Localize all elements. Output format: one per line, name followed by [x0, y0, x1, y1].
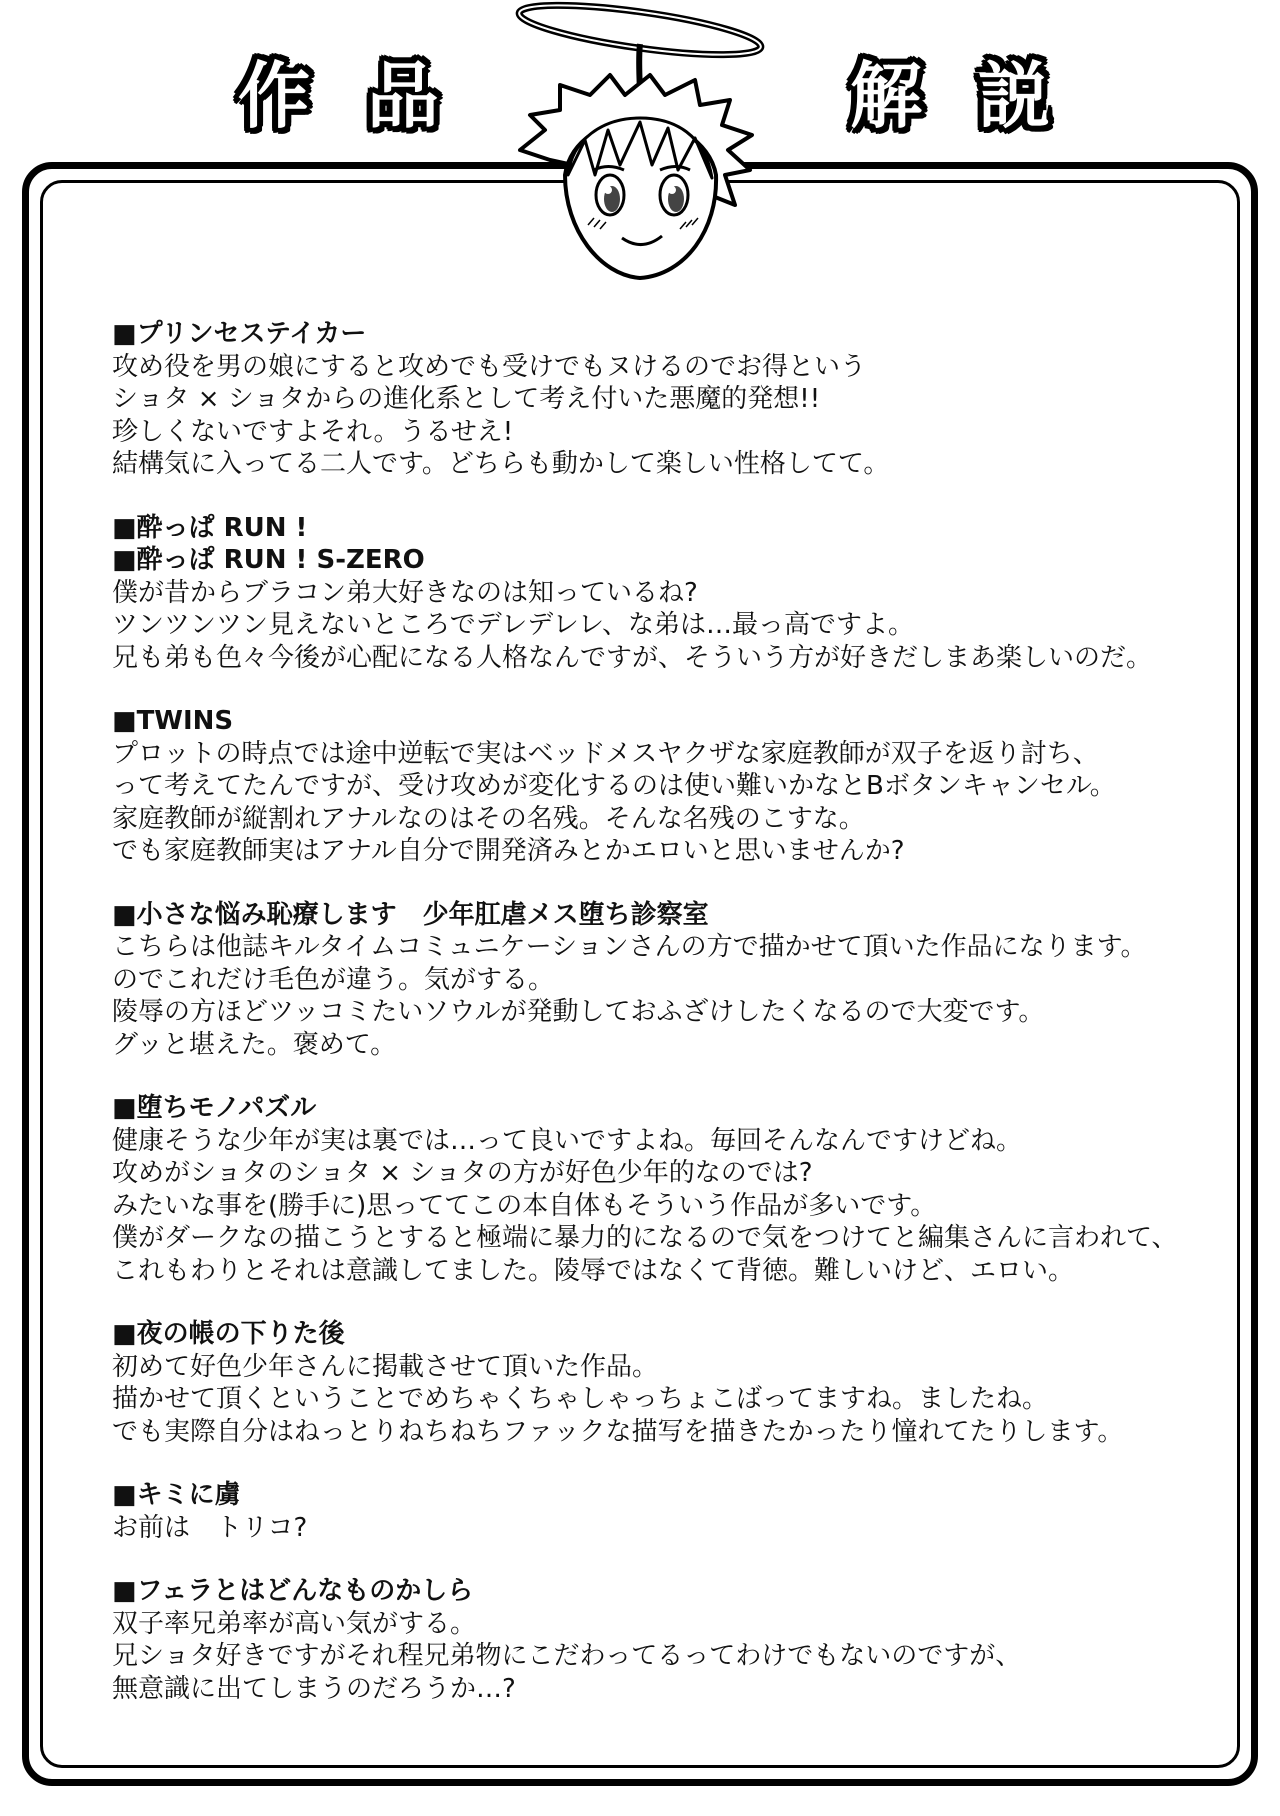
commentary-line: 攻めがショタのショタ × ショタの方が好色少年的なのでは?	[112, 1158, 813, 1188]
commentary-line: お前は トリコ?	[112, 1512, 308, 1543]
work-title: ■酔っぱ RUN ! S-ZERO	[112, 545, 425, 575]
commentary-line: 僕がダークなの描こうとすると極端に暴力的になるので気をつけてと編集さんに言われて、	[112, 1223, 1178, 1253]
work-title: ■小さな悩み恥療します 少年肛虐メス堕ち診察室	[112, 899, 709, 930]
commentary-line: 僕が昔からブラコン弟大好きなのは知っているね?	[112, 577, 698, 608]
commentary-line: 初めて好色少年さんに掲載させて頂いた作品。	[112, 1351, 659, 1382]
commentary-line: 攻め役を男の娘にすると攻めでも受けでもヌけるのでお得という	[112, 351, 867, 382]
commentary-line: ショタ × ショタからの進化系として考え付いた悪魔的発想!!	[112, 384, 821, 414]
commentary-line: でも家庭教師実はアナル自分で開発済みとかエロいと思いませんか?	[112, 836, 905, 866]
title-char-setsu: 説	[977, 54, 1050, 138]
work-title: ■夜の帳の下りた後	[112, 1319, 345, 1349]
commentary-line: 双子率兄弟率が高い気がする。	[112, 1608, 477, 1639]
work-title: ■堕ちモノパズル	[112, 1093, 317, 1123]
commentary-body	[112, 318, 1212, 1736]
work-section	[112, 318, 1212, 481]
work-title: ■キミに虜	[112, 1480, 241, 1510]
commentary-line: みたいな事を(勝手に)思っててこの本自体もそういう作品が多いです。	[112, 1190, 937, 1221]
commentary-line: プロットの時点では途中逆転で実はベッドメスヤクザな家庭教師が双子を返り討ち、	[112, 738, 1099, 769]
commentary-line: 結構気に入ってる二人です。どちらも動かして楽しい性格してて。	[112, 449, 890, 479]
commentary-line: 家庭教師が縦割れアナルなのはその名残。そんな名残のこすな。	[112, 803, 865, 834]
work-section	[112, 1092, 1212, 1287]
work-section	[112, 899, 1212, 1062]
commentary-line: ツンツンツン見えないところでデレデレレ、な弟は…最っ高ですよ。	[112, 610, 914, 640]
work-section	[112, 1318, 1212, 1448]
commentary-line: のでこれだけ毛色が違う。気がする。	[112, 964, 555, 995]
commentary-line: 描かせて頂くということでめちゃくちゃしゃっちょこばってますね。ましたね。	[112, 1384, 1049, 1414]
commentary-line: こちらは他誌キルタイムコミュニケーションさんの方で描かせて頂いた作品になります。	[112, 932, 1147, 962]
title-char-kai: 解	[849, 54, 922, 138]
work-title: ■フェラとはどんなものかしら	[112, 1576, 474, 1606]
title-char-hin: 品	[366, 54, 439, 138]
commentary-line: 兄ショタ好きですがそれ程兄弟物にこだわってるってわけでもないのですが、	[112, 1641, 1022, 1671]
work-section	[112, 1479, 1212, 1544]
commentary-line: 珍しくないですよそれ。うるせえ!	[112, 416, 514, 447]
title-char-saku: 作	[237, 54, 310, 138]
work-section	[112, 512, 1212, 675]
work-section	[112, 705, 1212, 868]
commentary-line: 陵辱の方ほどツッコミたいソウルが発動しておふざけしたくなるので大変です。	[112, 997, 1045, 1027]
work-title: ■プリンセステイカー	[112, 319, 367, 349]
commentary-line: 健康そうな少年が実は裏では…って良いですよね。毎回そんなんですけどね。	[112, 1125, 1023, 1156]
commentary-line: でも実際自分はねっとりねちねちファックな描写を描きたかったり憧れてたりします。	[112, 1416, 1124, 1447]
commentary-line: 兄も弟も色々今後が心配になる人格なんですが、そういう方が好きだしまあ楽しいのだ。	[112, 642, 1153, 673]
commentary-line: 無意識に出てしまうのだろうか…?	[112, 1673, 516, 1704]
commentary-line: って考えてたんですが、受け攻めが変化するのは使い難いかなとBボタンキャンセル。	[112, 771, 1116, 801]
work-section	[112, 1575, 1212, 1705]
work-title: ■TWINS	[112, 706, 234, 736]
work-title: ■酔っぱ RUN !	[112, 512, 308, 543]
mascot-illustration	[490, 0, 790, 320]
commentary-line: グッと堪えた。褒めて。	[112, 1029, 397, 1060]
commentary-line: これもわりとそれは意識してました。陵辱ではなくて背徳。難しいけど、エロい。	[112, 1255, 1075, 1286]
